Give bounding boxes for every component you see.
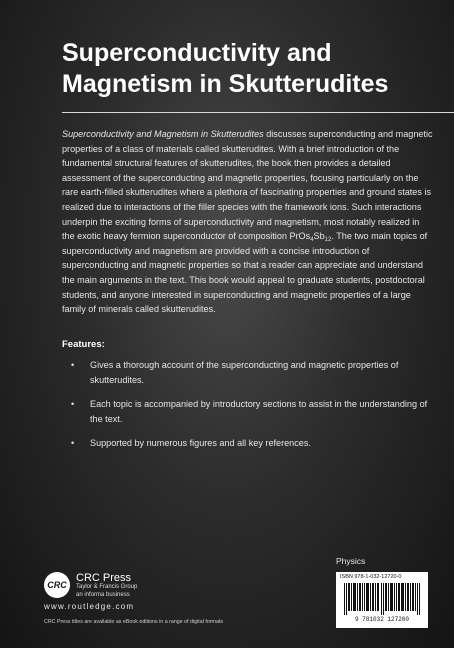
publisher-tagline: an informa business <box>76 591 130 598</box>
barcode-digits: 9 781032 127200 <box>354 616 409 623</box>
book-title: Superconductivity and Magnetism in Skutterudites <box>62 39 389 98</box>
title-divider <box>62 112 454 113</box>
book-description <box>62 127 434 317</box>
feature-item: • Each topic is accompanied by introductory sections to assist in the understanding of the text. <box>62 397 434 426</box>
description-part-2: . The two main topics of superconductivity and magnetism are provided with a concise introduction of superconducting and magnetic properties so that a reader can appreciate and understand the main arguments in the text. This book would appeal to graduate students, postdoctoral students, and anyone interested in superconducting and magnetic properties of a large family of minerals called skutterudites. <box>62 231 428 315</box>
isbn-text: ISBN 978-1-032-12720-0 <box>340 574 402 580</box>
subject-label: Physics <box>336 556 366 566</box>
barcode-panel <box>336 572 428 628</box>
formula-subscript-1: 4 <box>310 237 314 244</box>
barcode-icon <box>344 583 420 615</box>
crc-logo-icon: CRC <box>44 572 70 598</box>
publisher-block <box>76 572 137 599</box>
formula-sb: Sb <box>313 231 325 242</box>
description-italic-title: Superconductivity and Magnetism in Skutterudites <box>62 129 264 139</box>
publisher-group: Taylor & Francis Group <box>76 584 138 590</box>
feature-item: • Gives a thorough account of the superconducting and magnetic properties of skutterudites. <box>62 358 434 387</box>
ebook-note: CRC Press titles are available as eBook editions in a range of digital formats <box>44 619 224 625</box>
features-heading: Features: <box>62 339 105 350</box>
formula-subscript-2: 12 <box>324 237 332 244</box>
publisher-name: CRC Press <box>76 572 132 584</box>
publisher-website: www.routledge.com <box>44 602 135 611</box>
description-part-1: discusses superconducting and magnetic properties of a class of materials called skutterudites. With a brief introduction of the fundamental structural features of skutterudites, the book then provides a detailed assessment of the superconducting and magnetic properties, focusing particularly on the rare earth-filled skutterudites where a plethora of fascinating properties and ground states is realized due to interactions of the filler species with the framework ions. Such interactions underpin the exciting forms of superconductivity and magnetism, most notably realized in the exotic heavy fermion superconductor of composition PrOs <box>62 129 433 242</box>
features-list <box>62 358 434 461</box>
feature-item: • Supported by numerous figures and all key references. <box>62 436 434 451</box>
